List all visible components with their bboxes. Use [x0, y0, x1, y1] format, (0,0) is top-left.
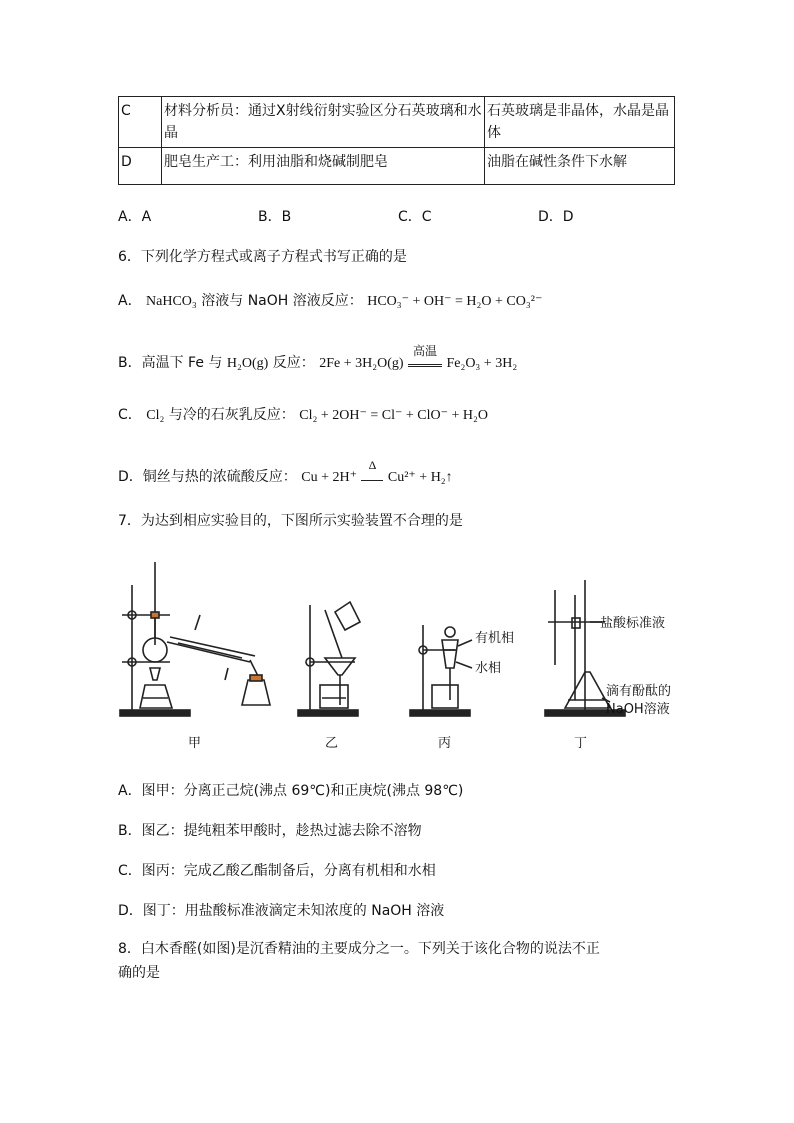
- formula: Cl₂: [146, 408, 165, 423]
- equation: HCO₃⁻ + OH⁻ = H₂O + CO₃²⁻: [367, 294, 543, 309]
- annot-naoh-line1: 滴有酚酞的: [606, 684, 672, 699]
- q8-stem-line1: 8．白木香醛(如图)是沉香精油的主要成分之一。下列关于该化合物的说法不正: [118, 941, 600, 957]
- formula: NaHCO₃: [146, 294, 197, 309]
- option-label: A．: [118, 293, 142, 309]
- equation-right: Fe₂O₃ + 3H₂: [446, 356, 518, 371]
- separatory-funnel-apparatus: [410, 625, 472, 716]
- figure-label-bing: 丙: [438, 736, 452, 751]
- figure-label-ding: 丁: [574, 736, 588, 751]
- q7-option-d: D．图丁：用盐酸标准液滴定未知浓度的 NaOH 溶液: [118, 903, 445, 919]
- formula: H₂O(g): [226, 356, 269, 371]
- table-row: [119, 148, 675, 185]
- equation: Cl₂ + 2OH⁻ = Cl⁻ + ClO⁻ + H₂O: [299, 408, 488, 423]
- q6-stem: 6．下列化学方程式或离子方程式书写正确的是: [118, 249, 407, 265]
- q5-option-b: B．B: [258, 209, 292, 225]
- annot-naoh-line2: NaOH溶液: [606, 702, 670, 717]
- table-row: [119, 97, 675, 148]
- row-principle: 石英玻璃是非晶体，水晶是晶体: [485, 97, 675, 148]
- q6-option-c: [118, 404, 488, 424]
- options-table: [118, 96, 675, 185]
- equation-right: Cu²⁺ + H₂↑: [387, 470, 453, 485]
- option-text: 溶液与 NaOH 溶液反应：: [201, 293, 363, 309]
- option-text: 反应：: [272, 355, 315, 371]
- annot-water-phase: 水相: [475, 661, 502, 676]
- q6-option-a: [118, 290, 542, 310]
- distillation-apparatus: [120, 562, 270, 716]
- q5-option-d: D．D: [538, 209, 574, 225]
- option-label: D．铜丝与热的浓硫酸反应：: [118, 469, 297, 485]
- figure-label-yi: 乙: [325, 736, 339, 751]
- reaction-condition: [408, 344, 442, 367]
- annot-organic-phase: 有机相: [475, 631, 515, 646]
- condition-text: Δ: [368, 458, 377, 472]
- q7-option-b: B．图乙：提纯粗苯甲酸时，趁热过滤去除不溶物: [118, 823, 422, 839]
- row-occupation: 肥皂生产工：利用油脂和烧碱制肥皂: [162, 148, 485, 185]
- row-principle: 油脂在碱性条件下水解: [485, 148, 675, 185]
- row-occupation: 材料分析员：通过X射线衍射实验区分石英玻璃和水晶: [162, 97, 485, 148]
- option-label: B．高温下 Fe 与: [118, 355, 223, 371]
- q7-stem: 7．为达到相应实验目的，下图所示实验装置不合理的是: [118, 513, 463, 529]
- apparatus-figure: [110, 550, 700, 725]
- condition-text: 高温: [412, 344, 437, 358]
- equation-left: 2Fe + 3H₂O(g): [319, 356, 404, 371]
- reaction-condition: [361, 458, 383, 481]
- filtration-apparatus: [298, 602, 360, 716]
- annot-hcl: 盐酸标准液: [600, 616, 666, 631]
- row-key: C: [119, 97, 162, 148]
- figure-label-jia: 甲: [188, 736, 202, 751]
- q5-option-a: A．A: [118, 209, 152, 225]
- q6-option-d: [118, 458, 453, 486]
- option-text: 与冷的石灰乳反应：: [168, 407, 295, 423]
- q7-option-a: A．图甲：分离正己烷(沸点 69℃)和正庚烷(沸点 98℃): [118, 783, 464, 799]
- q7-option-c: C．图丙：完成乙酸乙酯制备后，分离有机相和水相: [118, 863, 436, 879]
- equation-left: Cu + 2H⁺: [301, 470, 357, 485]
- option-label: C．: [118, 407, 142, 423]
- q8-stem-line2: 确的是: [118, 965, 160, 981]
- q6-option-b: [118, 344, 518, 372]
- row-key: D: [119, 148, 162, 185]
- q5-option-c: C．C: [398, 209, 432, 225]
